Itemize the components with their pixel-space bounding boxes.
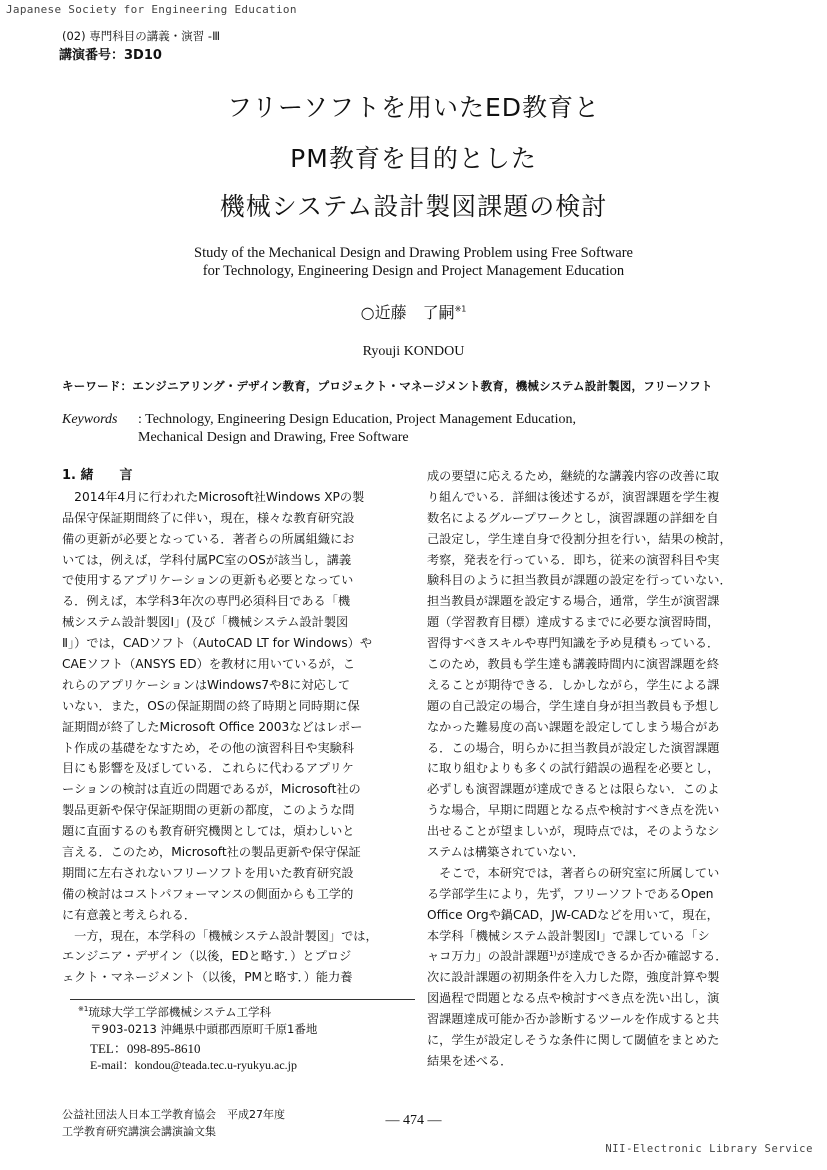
lecture-number: 講演番号：3D10 xyxy=(59,48,162,63)
body-text-line: 図過程で問題となる点や検討すべき点を洗い出し，演 xyxy=(427,991,720,1006)
body-text-line: Office Orgや鍋CAD，JW-CADなどを用いて，現在， xyxy=(427,907,719,922)
body-text-line: ェクト・マネージメント（以後，PMと略す．）能力養 xyxy=(62,970,353,985)
body-text-line: 言える．このため，Microsoft社の製品更新や保守保証 xyxy=(62,845,361,860)
body-text-line: る．例えば，本学科3年次の専門必須科目である「機 xyxy=(62,594,351,609)
body-text-line: 担当教員が課題を設定する場合，通常，学生が演習課 xyxy=(427,594,720,609)
body-text-line: Ⅱ」）では，CADソフト（AutoCAD LT for Windows）や xyxy=(62,636,373,651)
body-text-line: る学部学生により，先ず，フリーソフトであるOpen xyxy=(427,886,714,901)
body-text-line: 品保守保証期間終了に伴い，現在，様々な教育研究設 xyxy=(62,510,355,525)
footnote-affiliation-text: 琉球大学工学部機械システム工学科 xyxy=(88,1005,272,1019)
body-text-line: に有意義と考えられる． xyxy=(62,907,197,922)
body-text-line: 目にも影響を及ぼしている．これらに代わるアプリケ xyxy=(62,761,354,776)
body-column-left xyxy=(62,466,405,988)
body-text-line: そこで，本研究では，著者らの研究室に所属してい xyxy=(427,865,720,880)
society-header: Japanese Society for Engineering Education xyxy=(6,3,297,16)
body-text-line: 出せることが望ましいが，現時点では，そのようなシ xyxy=(427,824,720,839)
author-affiliation-mark: ※1 xyxy=(454,304,467,314)
body-text-line: 必ずしも演習課題が達成できるとは限らない．このよ xyxy=(427,782,720,797)
body-text-line: いては，例えば，学科付属PC室のOSが該当し，講義 xyxy=(62,552,352,567)
body-text-line: 本学科「機械システム設計製図Ⅰ」で課している「シ xyxy=(427,928,710,943)
body-text-line: CAEソフト（ANSYS ED）を教材に用いているが，こ xyxy=(62,657,356,672)
keywords-jp: キーワード：エンジニアリング・デザイン教育，プロジェクト・マネージメント教育，機械システム設計製図，フリーソフト xyxy=(62,379,713,393)
footnote-affiliation xyxy=(78,1004,271,1020)
author-jp xyxy=(0,300,827,323)
body-text-line: 題に直面するのも教育研究機関としては，煩わしいと xyxy=(62,824,355,839)
title-jp-line-1: フリーソフトを用いたED教育と xyxy=(226,93,601,122)
body-text-line: えることが期待できる．しかしながら，学生による課 xyxy=(427,677,720,692)
body-text-line: で使用するアプリケーションの更新も必要となってい xyxy=(62,573,354,588)
title-jp-line-3: 機械システム設計製図課題の検討 xyxy=(219,192,608,221)
body-text-line: に取り組むよりも多くの試行錯誤の過程を必要とし， xyxy=(427,761,720,776)
body-text-line: 題（学習教育目標）達成するまでに必要な演習時間， xyxy=(427,615,720,630)
publisher-line-2: 工学教育研究講演会講演論文集 xyxy=(62,1125,216,1138)
body-text-line: り組んでいる．詳細は後述するが，演習課題を学生複 xyxy=(427,489,720,504)
body-text-line: 己設定し，学生達自身で役割分担を行い，結果の検討， xyxy=(427,531,732,546)
author-en: Ryouji KONDOU xyxy=(362,344,465,359)
body-text-line: 成の要望に応えるため，継続的な講義内容の改善に取 xyxy=(427,469,720,483)
title-en-line-2: for Technology, Engineering Design and Project Management Education xyxy=(202,263,625,279)
body-text-line: 習課題達成可能か否か診断するツールを作成すると共 xyxy=(427,1012,720,1027)
title-en-line-1: Study of the Mechanical Design and Drawing Problem using Free Software xyxy=(194,245,633,261)
footnote-address: 〒903-0213 沖縄県中頭郡西原町千原1番地 xyxy=(90,1022,318,1036)
body-text-line: る．この場合，明らかに担当教員が設定した演習課題 xyxy=(427,740,720,755)
body-text-line: ト作成の基礎をなすため，その他の演習科目や実験科 xyxy=(62,740,355,755)
body-text-line: ャコ万力」の設計課題¹⁾が達成できるか否か確認する． xyxy=(427,949,728,964)
body-text-line: 数名によるグループワークとし，演習課題の詳細を自 xyxy=(427,510,719,525)
footnote-email: E-mail：kondou@teada.tec.u-ryukyu.ac.jp xyxy=(90,1058,297,1072)
author-jp-name: ○近藤 了嗣 xyxy=(360,303,455,322)
body-text-line: 考察，発表を行っている．即ち，従来の演習科目や実 xyxy=(427,552,720,567)
keywords-en-label: Keywords xyxy=(62,412,118,427)
section-heading: 1. 緒 言 xyxy=(62,468,133,483)
body-text-line: れらのアプリケーションはWindows7や8に対応して xyxy=(62,677,351,692)
body-text-line: エンジニア・デザイン（以後，EDと略す．）とプロジ xyxy=(62,949,352,964)
body-text-line: 製品更新や保守保証期間の更新の都度，このような問 xyxy=(62,803,355,818)
body-text-line: 証期間が終了したMicrosoft Office 2003などはレポー xyxy=(62,719,363,734)
library-service-footer: NII-Electronic Library Service xyxy=(605,1143,813,1155)
title-jp-line-2: PM教育を目的とした xyxy=(290,144,537,173)
body-text-line: ーションの検討は直近の問題であるが，Microsoft社の xyxy=(62,782,361,797)
body-text-line: ステムは構築されていない． xyxy=(427,845,585,860)
body-text-line: 2014年4月に行われたMicrosoft社Windows XPの製 xyxy=(62,489,365,504)
footnote-mark: ※1 xyxy=(78,1005,89,1014)
body-text-line: うな場合，早期に問題となる点や検討すべき点を洗い xyxy=(427,803,720,818)
keywords-en-line-2: Mechanical Design and Drawing, Free Software xyxy=(138,430,409,445)
body-text-line: このため，教員も学生達も講義時間内に演習課題を終 xyxy=(427,657,720,672)
body-text-line: 結果を述べる． xyxy=(427,1053,513,1068)
footnote-rule xyxy=(70,999,415,1000)
body-text-line: 次に設計課題の初期条件を入力した際，強度計算や製 xyxy=(427,970,720,985)
body-text-line: 期間に左右されないフリーソフトを用いた教育研究設 xyxy=(62,865,354,880)
body-text-line: に，学生が設定しそうな条件に関して閾値をまとめた xyxy=(427,1033,720,1048)
body-text-line: 習得すべきスキルや専門知識を予め見積もっている． xyxy=(427,636,720,651)
body-column-right xyxy=(427,466,772,1072)
right-paragraphs xyxy=(427,466,772,1072)
body-text-line: 題の自己設定の場合，学生達自身が担当教員も予想し xyxy=(427,698,720,713)
publisher-line-1: 公益社団法人日本工学教育協会 平成27年度 xyxy=(62,1108,285,1121)
body-text-line: 備の更新が必要となっている．著者らの所属組織にお xyxy=(62,531,355,546)
page-number: ― 474 ― xyxy=(385,1113,442,1128)
body-text-line: 一方，現在，本学科の「機械システム設計製図」では， xyxy=(62,928,378,943)
footnote-tel: TEL：098-895-8610 xyxy=(90,1041,201,1056)
body-text-line: なかった難易度の高い課題を設定してしまう場合があ xyxy=(427,719,720,734)
body-text-line: いない．また，OSの保証期間の終了時期と同時期に保 xyxy=(62,698,360,713)
body-text-line: 械システム設計製図Ⅰ」(及び「機械システム設計製図 xyxy=(62,615,349,630)
keywords-en-line-1: : Technology, Engineering Design Education, Project Management Education, xyxy=(138,412,576,427)
session-label: (02) 専門科目の講義・演習 -Ⅲ xyxy=(62,29,220,43)
body-text-line: 験科目のように担当教員が課題の設定を行っていない． xyxy=(427,573,732,588)
body-text-line: 備の検討はコストパフォーマンスの側面からも工学的 xyxy=(62,886,354,901)
left-paragraphs xyxy=(62,487,405,988)
